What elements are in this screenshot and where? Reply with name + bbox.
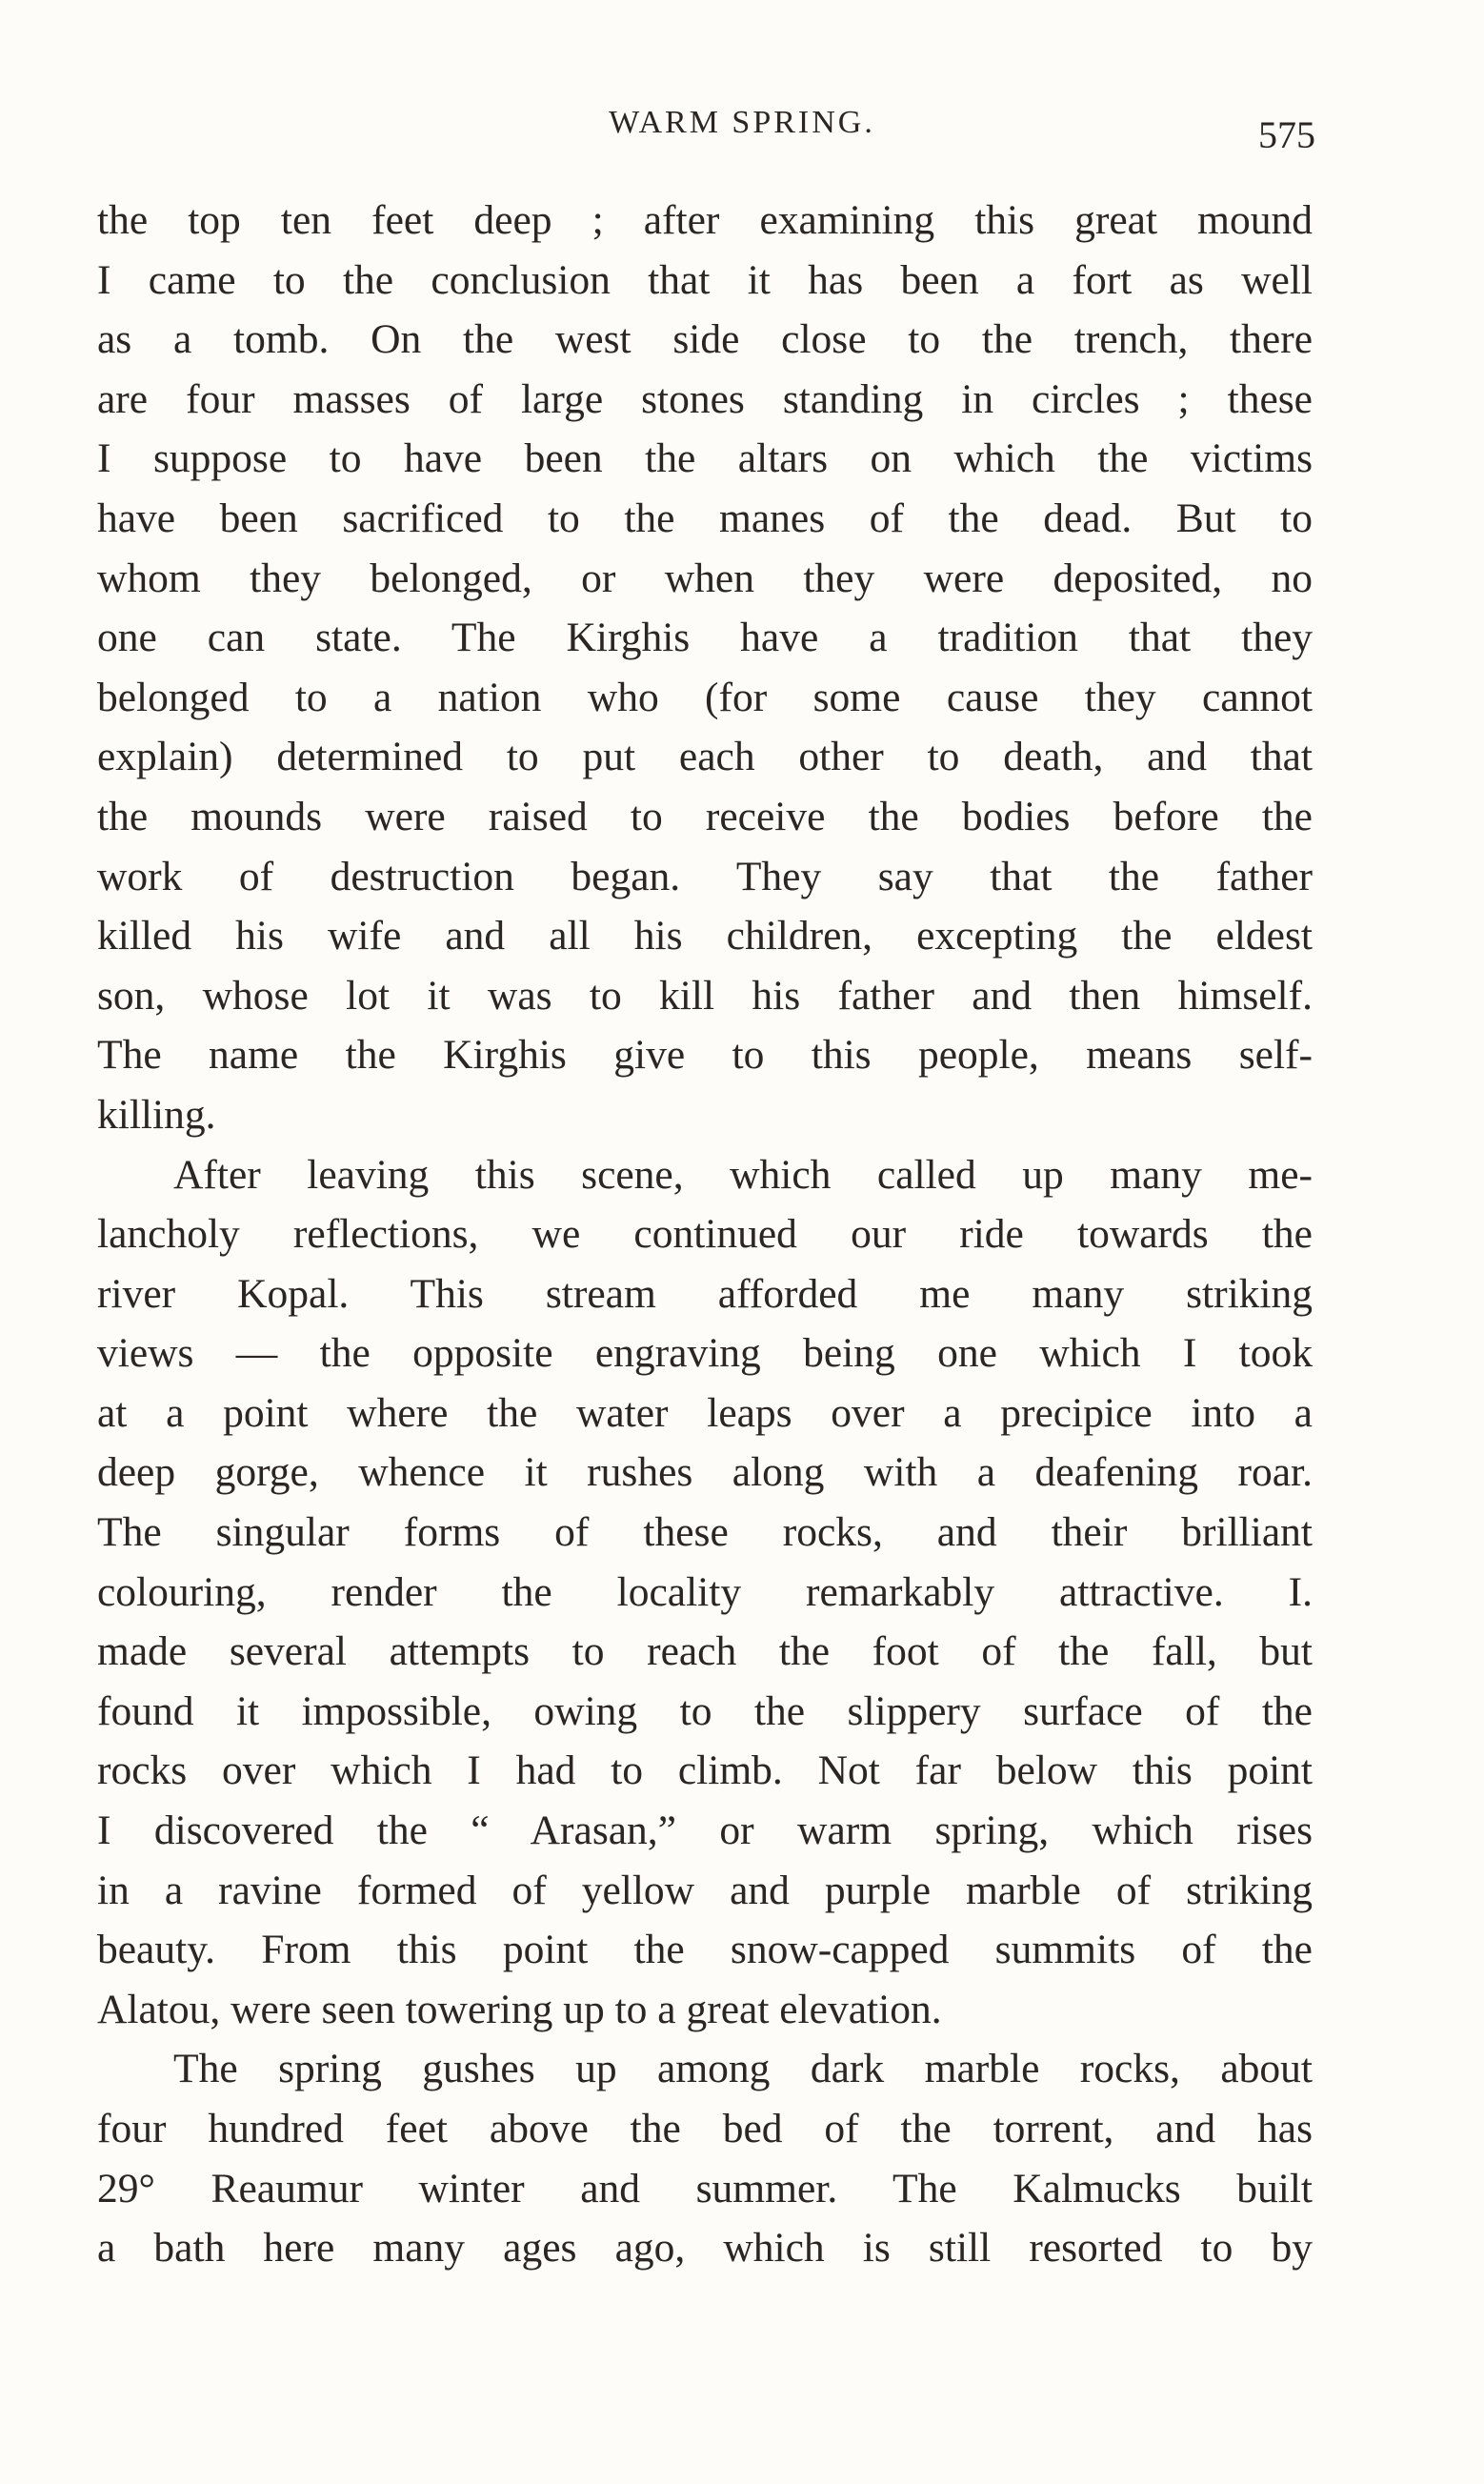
text-line: explain) determined to put each other to death, and that [97, 734, 1313, 780]
text-line: the mounds were raised to receive the bodies before the [97, 793, 1313, 839]
text-line: After leaving this scene, which called up many me- [173, 1151, 1313, 1198]
text-line: made several attempts to reach the foot of the fall, but [97, 1628, 1313, 1675]
text-line: colouring, render the locality remarkably attractive. I. [97, 1568, 1313, 1615]
paragraph-2 [97, 1145, 1313, 2040]
text-line: killing. [97, 1091, 216, 1138]
text-line: son, whose lot it was to kill his father and then himself. [97, 972, 1313, 1019]
text-line: a bath here many ages ago, which is still resorted to by [97, 2225, 1313, 2272]
text-line: I came to the conclusion that it has been a fort as well [97, 256, 1313, 303]
paragraph-3 [97, 2039, 1313, 2277]
text-line: one can state. The Kirghis have a tradition that they [97, 615, 1313, 661]
text-line: lancholy reflections, we continued our ride towards the [97, 1211, 1313, 1258]
text-line: in a ravine formed of yellow and purple marble of striking [97, 1867, 1313, 1913]
text-line: deep gorge, whence it rushes along with a deafening roar. [97, 1449, 1313, 1496]
running-title: WARM SPRING. [609, 105, 875, 140]
text-line: I suppose to have been the altars on which the victims [97, 435, 1313, 482]
page-number: 575 [1258, 113, 1315, 156]
text-line: Alatou, were seen towering up to a great elevation. [97, 1986, 942, 2032]
text-line: The singular forms of these rocks, and their brilliant [97, 1509, 1313, 1556]
text-line: are four masses of large stones standing in circles ; these [97, 375, 1313, 422]
text-line: as a tomb. On the west side close to the trench, there [97, 316, 1313, 363]
text-line: belonged to a nation who (for some cause they cannot [97, 674, 1313, 720]
text-line: work of destruction began. They say that the father [97, 853, 1313, 899]
paragraph-1 [97, 191, 1313, 1145]
text-line: river Kopal. This stream afforded me many striking [97, 1270, 1313, 1317]
text-line: 29° Reaumur winter and summer. The Kalmucks built [97, 2165, 1313, 2211]
text-line: rocks over which I had to climb. Not far below this point [97, 1747, 1313, 1794]
text-line: have been sacrificed to the manes of the dead. But to [97, 495, 1313, 541]
text-line: views — the opposite engraving being one which I took [97, 1330, 1313, 1377]
text-line: four hundred feet above the bed of the torrent, and has [97, 2106, 1313, 2151]
text-line: whom they belonged, or when they were deposited, no [97, 555, 1313, 601]
text-line: beauty. From this point the snow-capped summits of the [97, 1927, 1313, 1973]
body-text [97, 191, 1313, 2278]
text-line: I discovered the “ Arasan,” or warm spring, which rises [97, 1807, 1313, 1854]
text-line: The spring gushes up among dark marble rocks, about [173, 2046, 1313, 2092]
text-line: found it impossible, owing to the slippery surface of the [97, 1687, 1313, 1734]
text-line: killed his wife and all his children, excepting the eldest [97, 913, 1313, 959]
running-head [0, 95, 1484, 156]
text-line: The name the Kirghis give to this people, means self- [97, 1032, 1313, 1079]
text-line: at a point where the water leaps over a precipice into a [97, 1389, 1313, 1436]
text-line: the top ten feet deep ; after examining this great mound [97, 197, 1313, 243]
